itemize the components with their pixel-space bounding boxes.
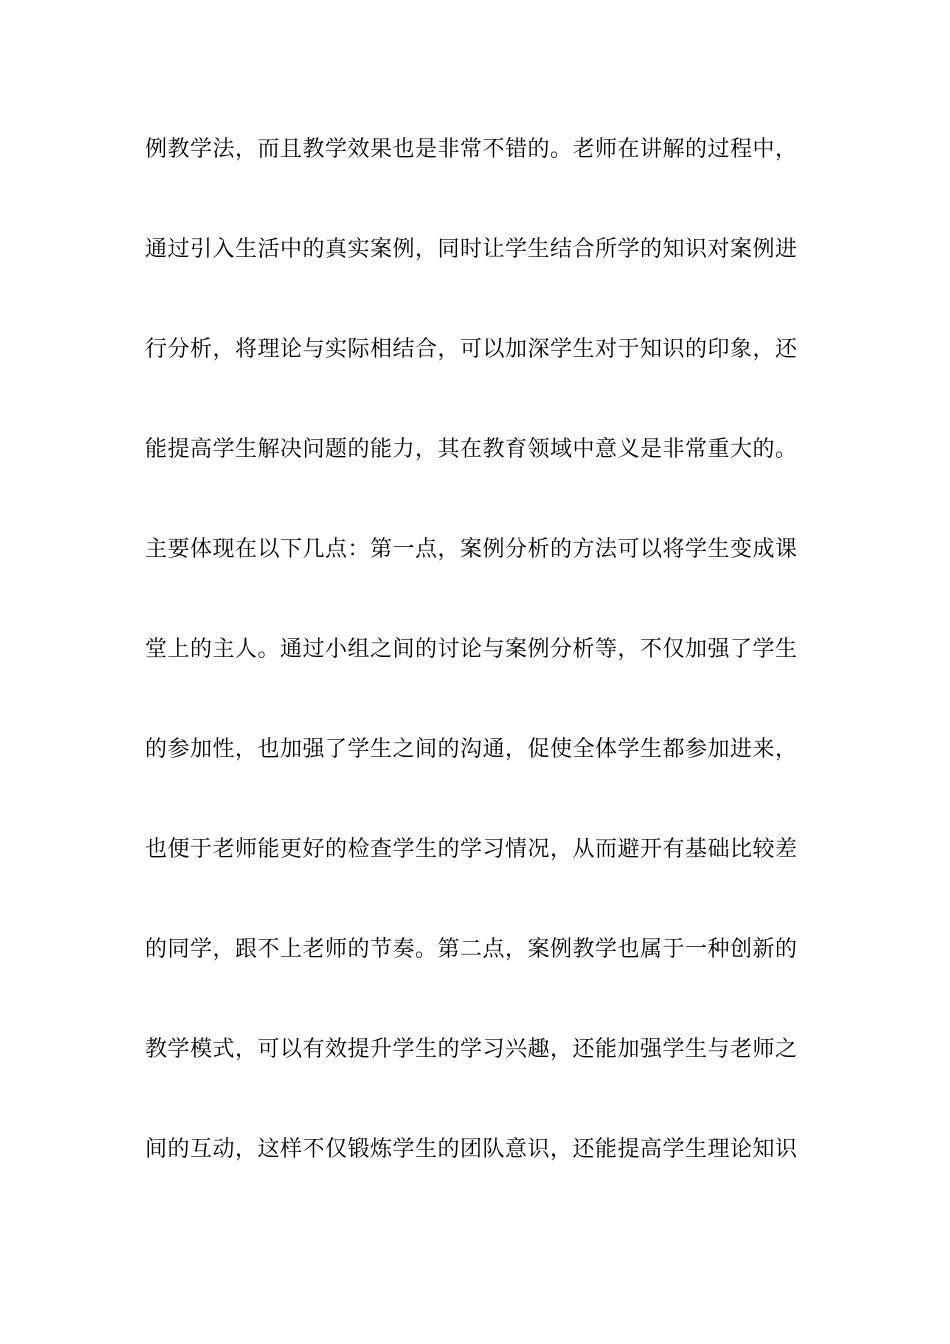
text-line: 也便于老师能更好的检查学生的学习情况，从而避开有基础比较差 [145,837,798,862]
text-line: 教学模式，可以有效提升学生的学习兴趣，还能加强学生与老师之 [145,1037,798,1062]
body-text [145,130,825,1230]
text-line: 的同学，跟不上老师的节奏。第二点，案例教学也属于一种创新的 [145,937,798,962]
text-line: 堂上的主人。通过小组之间的讨论与案例分析等，不仅加强了学生 [145,637,798,662]
text-line: 例教学法，而且教学效果也是非常不错的。老师在讲解的过程中， [145,137,798,162]
text-line: 行分析，将理论与实际相结合，可以加深学生对于知识的印象，还 [145,337,798,362]
text-line: 的参加性，也加强了学生之间的沟通，促使全体学生都参加进来， [145,737,798,762]
text-line: 间的互动，这样不仅锻炼学生的团队意识，还能提高学生理论知识 [145,1137,798,1162]
text-line: 主要体现在以下几点：第一点，案例分析的方法可以将学生变成课 [145,537,798,562]
text-line: 通过引入生活中的真实案例，同时让学生结合所学的知识对案例进 [145,237,798,262]
text-line: 能提高学生解决问题的能力，其在教育领域中意义是非常重大的。 [145,437,798,462]
